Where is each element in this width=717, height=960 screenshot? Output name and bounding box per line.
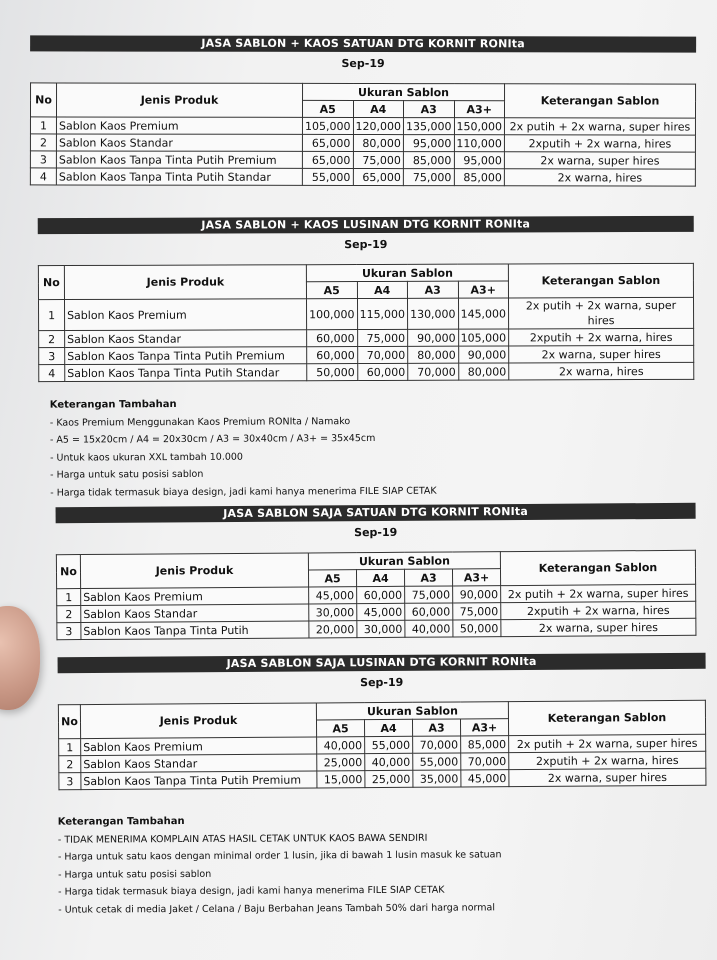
row-price: 40,000 [317, 737, 365, 754]
row-price: 85,000 [403, 152, 454, 169]
row-price: 75,000 [353, 151, 404, 168]
section-banner: JASA SABLON SAJA SATUAN DTG KORNIT RONIta [56, 503, 696, 523]
header-product: Jenis Produk [80, 703, 316, 739]
table-row [39, 297, 694, 330]
row-price: 70,000 [461, 753, 509, 770]
row-price: 130,000 [407, 298, 458, 329]
header-size: A4 [357, 281, 408, 298]
note-item: - Harga tidak termasuk biaya design, jadi kami hanya menerima FILE SIAP CETAK [50, 485, 437, 499]
additional-notes-1 [50, 393, 691, 501]
section-date: Sep-19 [341, 56, 385, 71]
price-table [30, 82, 696, 186]
row-note: 2xputih + 2x warna, hires [509, 328, 694, 346]
header-product: Jenis Produk [80, 553, 308, 589]
header-size: A3+ [454, 101, 505, 118]
note-item: - Harga untuk satu kaos dengan minimal order 1 lusin, jika di bawah 1 lusin masuk ke satuan [57, 849, 502, 863]
row-price: 145,000 [458, 298, 509, 329]
row-price: 20,000 [309, 621, 357, 638]
table-row [30, 117, 695, 135]
row-note: 2x warna, super hires [509, 768, 706, 786]
row-product: Sablon Kaos Premium [81, 587, 309, 606]
note-item: - Harga tidak termasuk biaya design, jadi kami hanya menerima FILE SIAP CETAK [58, 884, 445, 898]
section-lusinan-sablon [58, 653, 707, 791]
row-price: 80,000 [458, 363, 509, 380]
row-price: 70,000 [408, 363, 459, 380]
section-date: Sep-19 [344, 237, 388, 252]
row-no: 1 [30, 117, 56, 134]
row-note: 2xputih + 2x warna, hires [509, 751, 706, 769]
note-item: - Untuk kaos ukuran XXL tambah 10.000 [50, 451, 243, 464]
row-product: Sablon Kaos Tanpa Tinta Putih Standar [65, 364, 307, 382]
row-price: 75,000 [403, 169, 454, 186]
row-no: 4 [39, 365, 65, 382]
row-price: 100,000 [306, 299, 357, 330]
section-date: Sep-19 [354, 525, 398, 540]
row-no: 3 [57, 623, 81, 640]
row-note: 2x warna, super hires [509, 345, 694, 363]
header-size: A3+ [452, 569, 500, 586]
note-item: - Harga untuk satu posisi sablon [58, 868, 212, 881]
header-note: Keterangan Sablon [508, 263, 693, 298]
row-price: 80,000 [353, 134, 404, 151]
header-product: Jenis Produk [64, 265, 306, 300]
header-size: A3 [403, 101, 454, 118]
row-price: 120,000 [353, 117, 404, 134]
price-table [38, 263, 694, 382]
row-price: 150,000 [454, 118, 505, 135]
header-no: No [58, 705, 80, 739]
row-no: 1 [59, 739, 81, 756]
row-no: 1 [39, 300, 65, 331]
row-price: 30,000 [357, 620, 405, 637]
row-price: 45,000 [357, 603, 405, 620]
note-item: - TIDAK MENERIMA KOMPLAIN ATAS HASIL CETAK UNTUK KAOS BAWA SENDIRI [57, 832, 428, 846]
row-product: Sablon Kaos Tanpa Tinta Putih Premium [56, 151, 302, 168]
row-no: 1 [57, 589, 81, 606]
row-no: 3 [39, 348, 65, 365]
header-size: A5 [308, 570, 356, 587]
section-date: Sep-19 [360, 675, 404, 690]
header-size: A3 [412, 719, 460, 736]
row-no: 3 [59, 773, 81, 790]
row-no: 2 [59, 756, 81, 773]
row-price: 40,000 [365, 753, 413, 770]
header-no: No [56, 555, 80, 589]
row-price: 45,000 [309, 587, 357, 604]
section-banner: JASA SABLON SAJA LUSINAN DTG KORNIT RONIta [58, 653, 706, 674]
row-note: 2x putih + 2x warna, super hires [509, 734, 706, 752]
row-price: 85,000 [454, 169, 505, 186]
header-note: Keterangan Sablon [500, 550, 695, 585]
row-price: 90,000 [453, 586, 501, 603]
row-price: 105,000 [302, 117, 353, 134]
row-no: 3 [30, 151, 56, 168]
row-note: 2x putih + 2x warna, super hires [501, 584, 696, 602]
row-price: 75,000 [453, 603, 501, 620]
row-price: 75,000 [405, 586, 453, 603]
row-price: 95,000 [403, 135, 454, 152]
row-price: 55,000 [413, 753, 461, 770]
row-price: 105,000 [458, 329, 509, 346]
row-product: Sablon Kaos Tanpa Tinta Putih Premium [81, 771, 317, 790]
row-note: 2x putih + 2x warna, super hires [508, 297, 693, 329]
row-price: 80,000 [408, 346, 459, 363]
header-size: A4 [364, 719, 412, 736]
row-product: Sablon Kaos Standar [81, 754, 317, 773]
notes-heading: Keterangan Tambahan [49, 399, 177, 411]
row-note: 2x warna, hires [504, 169, 695, 186]
note-item: - Untuk cetak di media Jaket / Celana / Baju Berbahan Jeans Tambah 50% dari harga normal [58, 901, 495, 916]
row-price: 115,000 [357, 298, 408, 329]
header-no: No [38, 266, 64, 300]
row-price: 70,000 [357, 346, 408, 363]
row-price: 50,000 [307, 364, 358, 381]
row-price: 60,000 [307, 347, 358, 364]
row-note: 2x putih + 2x warna, super hires [504, 118, 695, 135]
row-price: 65,000 [302, 151, 353, 168]
header-product: Jenis Produk [56, 83, 302, 117]
section-satuan-sablon [56, 503, 697, 640]
header-size: A3+ [458, 281, 509, 298]
header-no: No [30, 83, 56, 117]
row-note: 2xputih + 2x warna, hires [501, 601, 696, 619]
row-price: 65,000 [353, 168, 404, 185]
row-note: 2x warna, hires [509, 362, 694, 380]
header-note: Keterangan Sablon [508, 700, 705, 735]
row-note: 2x warna, super hires [504, 152, 695, 169]
row-price: 60,000 [405, 603, 453, 620]
price-table [56, 550, 697, 640]
row-price: 95,000 [454, 152, 505, 169]
section-lusinan-kaos [38, 216, 695, 382]
row-price: 60,000 [357, 363, 408, 380]
section-satuan-kaos [30, 35, 696, 186]
row-price: 65,000 [302, 134, 353, 151]
row-price: 90,000 [458, 346, 509, 363]
row-price: 15,000 [317, 771, 365, 788]
row-price: 30,000 [309, 604, 357, 621]
header-size: A4 [356, 569, 404, 586]
row-price: 75,000 [357, 329, 408, 346]
section-banner: JASA SABLON + KAOS LUSINAN DTG KORNIT RONIta [38, 216, 694, 234]
row-note: 2x warna, super hires [501, 618, 696, 636]
table-row [30, 151, 695, 169]
row-price: 25,000 [365, 770, 413, 787]
row-price: 60,000 [357, 586, 405, 603]
header-size-group: Ukuran Sablon [308, 552, 500, 570]
row-product: Sablon Kaos Standar [81, 604, 309, 623]
row-product: Sablon Kaos Standar [65, 330, 307, 348]
header-size: A3 [404, 569, 452, 586]
row-product: Sablon Kaos Tanpa Tinta Putih [81, 621, 309, 640]
row-price: 60,000 [307, 330, 358, 347]
row-price: 25,000 [317, 754, 365, 771]
row-product: Sablon Kaos Tanpa Tinta Putih Standar [56, 168, 302, 185]
table-row [39, 362, 694, 381]
row-price: 50,000 [453, 620, 501, 637]
price-table [58, 700, 707, 791]
additional-notes-2 [58, 810, 699, 918]
row-product: Sablon Kaos Premium [56, 117, 302, 134]
row-product: Sablon Kaos Standar [56, 134, 302, 151]
row-no: 2 [30, 134, 56, 151]
header-size: A3+ [460, 719, 508, 736]
row-price: 135,000 [403, 118, 454, 135]
header-size: A4 [353, 100, 404, 117]
header-size-group: Ukuran Sablon [316, 702, 508, 720]
row-note: 2xputih + 2x warna, hires [504, 135, 695, 152]
row-price: 70,000 [413, 736, 461, 753]
header-size: A5 [316, 720, 364, 737]
note-item: - Harga untuk satu posisi sablon [50, 468, 204, 481]
row-price: 55,000 [365, 736, 413, 753]
row-no: 4 [30, 168, 56, 185]
row-price: 35,000 [413, 770, 461, 787]
row-no: 2 [57, 606, 81, 623]
row-product: Sablon Kaos Premium [81, 737, 317, 756]
row-price: 55,000 [302, 168, 353, 185]
note-item: - Kaos Premium Menggunakan Kaos Premium RONIta / Namako [49, 415, 351, 429]
row-product: Sablon Kaos Premium [65, 299, 307, 331]
header-size: A5 [302, 100, 353, 117]
row-price: 90,000 [408, 329, 459, 346]
row-price: 85,000 [461, 736, 509, 753]
header-note: Keterangan Sablon [504, 84, 695, 118]
row-price: 45,000 [461, 770, 509, 787]
header-size-group: Ukuran Sablon [306, 264, 508, 282]
note-item: - A5 = 15x20cm / A4 = 20x30cm / A3 = 30x40cm / A3+ = 35x45cm [49, 432, 376, 446]
row-no: 2 [39, 331, 65, 348]
row-price: 40,000 [405, 620, 453, 637]
row-price: 110,000 [454, 135, 505, 152]
section-banner: JASA SABLON + KAOS SATUAN DTG KORNIT RONIta [30, 35, 696, 52]
table-row [30, 168, 695, 186]
header-size: A3 [407, 281, 458, 298]
header-size-group: Ukuran Sablon [303, 83, 505, 100]
header-size: A5 [306, 282, 357, 299]
table-row [30, 134, 695, 152]
row-product: Sablon Kaos Tanpa Tinta Putih Premium [65, 347, 307, 365]
notes-heading: Keterangan Tambahan [57, 816, 185, 828]
